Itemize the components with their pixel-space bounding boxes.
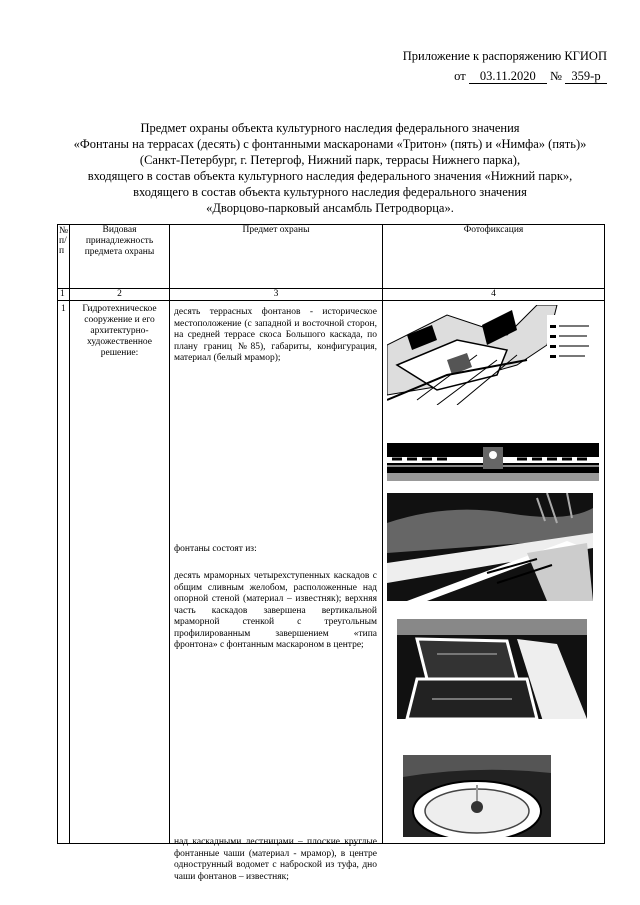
row-type: Гидротехническое сооружение и его архитектурно-художественное решение: xyxy=(70,301,170,844)
cascade-photo xyxy=(387,493,593,601)
subject-item: над каскадными лестницами – плоские круглые фонтанные чаши (материал - мрамор), в центре однострунный водомет с наброской из туфа, дно чаши фонтанов – известняк; xyxy=(174,837,377,882)
column-index: 1 xyxy=(58,289,70,301)
order-date: 03.11.2020 xyxy=(469,69,547,84)
table-header-row xyxy=(58,225,605,289)
header-num: № п/п xyxy=(58,225,70,289)
number-prefix: № xyxy=(549,69,562,83)
title-line: входящего в состав объекта культурного наследия федерального значения «Нижний парк», xyxy=(87,169,573,183)
document-title xyxy=(40,120,620,216)
row-photos xyxy=(383,301,605,844)
site-plan-image xyxy=(387,305,597,405)
fountain-bowl-photo xyxy=(403,755,551,837)
column-index: 4 xyxy=(383,289,605,301)
row-subject xyxy=(170,301,383,882)
title-line: «Фонтаны на террасах (десять) с фонтанными маскаронами «Тритон» (пять) и «Нимфа» (пять)» xyxy=(73,137,587,151)
header-photo: Фотофиксация xyxy=(383,225,605,289)
annex-line: Приложение к распоряжению КГИОП xyxy=(402,49,607,63)
order-date-number-line xyxy=(347,66,607,86)
panorama-photo xyxy=(387,443,599,481)
subject-item: десять террасных фонтанов - историческое местоположение (с западной и восточной сторон, на средней террасе скоса Большого каскада, по плану границ №85), габариты, конфигурация, материал (белый мрамор); xyxy=(174,307,377,363)
title-line: (Санкт-Петербург, г. Петергоф, Нижний парк, террасы Нижнего парка), xyxy=(139,153,521,167)
table-row xyxy=(58,301,605,844)
document-annex-header xyxy=(347,46,607,86)
protection-subject-table xyxy=(57,224,605,882)
row-number: 1 xyxy=(58,301,70,844)
order-number: 359-р xyxy=(565,69,607,84)
title-line: входящего в состав объекта культурного наследия федерального значения xyxy=(133,185,527,199)
title-line: «Дворцово-парковый ансамбль Петродворца». xyxy=(206,201,454,215)
subject-item: фонтаны состоят из: xyxy=(174,544,257,554)
column-index-row xyxy=(58,289,605,301)
column-index: 2 xyxy=(70,289,170,301)
title-line: Предмет охраны объекта культурного наследия федерального значения xyxy=(140,121,520,135)
header-type: Видовая принадлежность предмета охраны xyxy=(70,225,170,289)
column-index: 3 xyxy=(170,289,383,301)
header-subject: Предмет охраны xyxy=(170,225,383,289)
date-prefix: от xyxy=(454,69,466,83)
cascade-steps-photo xyxy=(397,619,587,734)
subject-item: десять мраморных четырехступенных каскадов с общим сливным желобом, расположенные над опорной стеной (материал – известняк); верхняя часть каскадов завершена вертикальной мраморной стенкой с треугольным профилированным завершением «типа фронтона» с фонтанным маскароном в центре; xyxy=(174,571,377,650)
